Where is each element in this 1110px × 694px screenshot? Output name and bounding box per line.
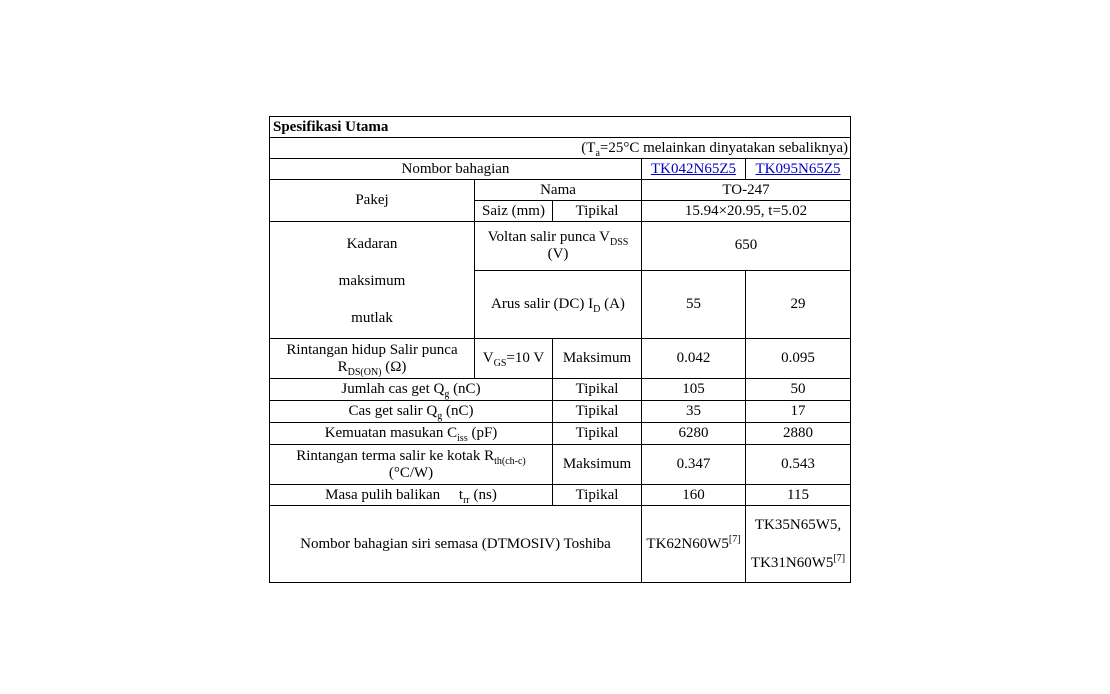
- qg-value-2: 50: [746, 379, 851, 401]
- condition-note: ($T_a=25^\circ C$ melainkan dinyatakan sebaliknya): [270, 138, 851, 159]
- vdss-value: 650: [642, 222, 851, 271]
- id-value-1: 55: [642, 270, 746, 338]
- trr-value-2: 115: [746, 485, 851, 506]
- part-number-label: Nombor bahagian: [270, 159, 642, 180]
- rdson-label: Rintangan hidup Salir punca $R_{DS(ON)}$ (Ω): [270, 339, 475, 379]
- ciss-value-2: 2880: [746, 423, 851, 445]
- part-link-1[interactable]: [642, 159, 746, 180]
- rth-value-2: 0.543: [746, 445, 851, 485]
- qg-type: Tipikal: [553, 379, 642, 401]
- abs-max-label: Kadaran maksimum mutlak: [270, 222, 475, 339]
- series-label: Nombor bahagian siri semasa (DTMOSIV) Toshiba: [270, 506, 642, 583]
- package-size-type: Tipikal: [553, 201, 642, 222]
- series-value-1: TK62N60W5[7]: [642, 506, 746, 583]
- package-size-value: 15.94×20.95, t=5.02: [642, 201, 851, 222]
- package-size-label: Saiz (mm): [475, 201, 553, 222]
- rth-type: Maksimum: [553, 445, 642, 485]
- rdson-value-2: 0.095: [746, 339, 851, 379]
- part-link-tk042n65z5[interactable]: TK042N65Z5: [651, 160, 736, 177]
- qgd-value-2: 17: [746, 401, 851, 423]
- series-ref-1[interactable]: [7]: [728, 533, 741, 545]
- rth-value-1: 0.347: [642, 445, 746, 485]
- part-link-2[interactable]: [746, 159, 851, 180]
- ciss-label: Kemuatan masukan $C_{iss}$ (pF): [270, 423, 553, 445]
- qgd-value-1: 35: [642, 401, 746, 423]
- trr-label: Masa pulih balikan $t_{rr}$ (ns): [270, 485, 553, 506]
- vdss-label: Voltan salir punca $V_{DSS}$ (V): [475, 222, 642, 271]
- rth-label: Rintangan terma salir ke kotak $R_{th(ch-c)}$ (°C/W): [270, 445, 553, 485]
- qg-label: Jumlah cas get $Q_g$ (nC): [270, 379, 553, 401]
- qgd-type: Tipikal: [553, 401, 642, 423]
- trr-value-1: 160: [642, 485, 746, 506]
- package-label: Pakej: [270, 180, 475, 222]
- package-name-label: Nama: [475, 180, 642, 201]
- trr-type: Tipikal: [553, 485, 642, 506]
- qgd-label: Cas get salir $Q_g$ (nC): [270, 401, 553, 423]
- series-value-2: TK35N65W5, TK31N60W5[7]: [746, 506, 851, 583]
- part-link-tk095n65z5[interactable]: TK095N65Z5: [755, 160, 841, 177]
- package-name-value: TO-247: [642, 180, 851, 201]
- id-label: Arus salir (DC) $I_D$ (A): [475, 270, 642, 338]
- rdson-value-1: 0.042: [642, 339, 746, 379]
- id-value-2: 29: [746, 270, 851, 338]
- spec-table: [269, 116, 851, 583]
- ciss-type: Tipikal: [553, 423, 642, 445]
- ciss-value-1: 6280: [642, 423, 746, 445]
- qg-value-1: 105: [642, 379, 746, 401]
- rdson-condition: $V_{GS}=10$ V: [475, 339, 553, 379]
- table-title: Spesifikasi Utama: [270, 117, 851, 138]
- series-ref-2[interactable]: [7]: [833, 553, 846, 564]
- rdson-type: Maksimum: [553, 339, 642, 379]
